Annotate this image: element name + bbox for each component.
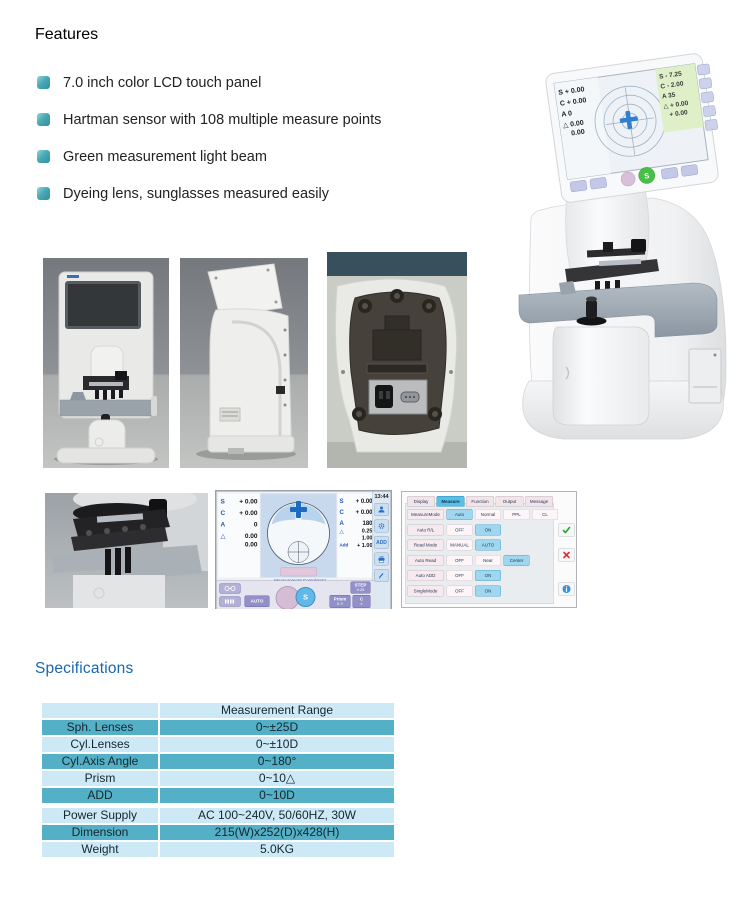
feature-text: Hartman sensor with 108 multiple measure points xyxy=(63,111,382,128)
feature-text: Green measurement light beam xyxy=(63,148,267,165)
feature-list xyxy=(37,64,381,212)
prism-button[interactable]: Prism X-Y xyxy=(330,595,351,608)
spec-header-measurement-range: Measurement Range xyxy=(160,703,394,718)
feature-item xyxy=(37,64,381,101)
option-off[interactable]: OFF xyxy=(447,555,473,566)
lcd-button-bar xyxy=(217,581,375,610)
photo-side-view xyxy=(180,258,308,468)
cancel-button[interactable] xyxy=(558,548,575,562)
setting-row-singlemode xyxy=(407,585,558,596)
setting-row-measuremode xyxy=(407,509,558,520)
lcd-target-area xyxy=(261,494,337,578)
feature-item xyxy=(37,101,381,138)
settings-button[interactable] xyxy=(374,520,389,533)
photo-front-view xyxy=(43,258,169,468)
mount-rail xyxy=(367,364,427,373)
progress-bar xyxy=(281,568,317,577)
svg-text:C + 0.00: C + 0.00 xyxy=(559,97,587,108)
menu-tab-bar xyxy=(407,496,553,507)
closeup-body-front xyxy=(73,575,165,608)
option-off[interactable]: OFF xyxy=(447,524,473,535)
print-button[interactable] xyxy=(374,553,389,566)
lcd-right-panel: S + 0.00 C + 0.00 A 180 △ 0.25 1.00 Add + 1.00 xyxy=(338,494,375,578)
front-lens-table xyxy=(60,400,152,416)
table-row: Cyl.Lenses 0~±10D xyxy=(42,737,394,752)
svg-text:C - 2.00: C - 2.00 xyxy=(660,80,684,91)
table-row: Weight 5.0KG xyxy=(42,842,394,857)
photo-lcd-screen xyxy=(215,490,392,609)
photo-lens-holder-closeup xyxy=(45,493,208,608)
setting-row-auto-add xyxy=(407,570,558,581)
closeup-prongs xyxy=(105,547,131,576)
setting-row-auto-read xyxy=(407,555,558,566)
side-connector xyxy=(276,386,285,394)
bullet-square-icon xyxy=(37,113,50,126)
setting-label[interactable]: SingleMode xyxy=(407,585,444,596)
tab-measure[interactable]: Measure xyxy=(437,496,465,507)
spec-header-empty-cell xyxy=(42,703,158,718)
spec-header-row xyxy=(42,703,394,718)
user-icon xyxy=(378,506,386,514)
setting-label[interactable]: Auto Read xyxy=(407,555,444,566)
features-heading: Features xyxy=(35,26,99,43)
feature-text: Dyeing lens, sunglasses measured easily xyxy=(63,185,329,202)
table-row: Prism 0~10△ xyxy=(42,771,394,786)
option-on[interactable]: ON xyxy=(475,585,501,596)
setting-label[interactable]: Auto R/L xyxy=(407,524,444,535)
info-icon xyxy=(562,585,571,594)
lcd-clock: 13:44 xyxy=(374,493,389,500)
pen-icon xyxy=(378,572,386,580)
svg-text:S + 0.00: S + 0.00 xyxy=(557,86,585,97)
auto-button[interactable]: AUTO xyxy=(245,596,270,608)
lcd-side-column xyxy=(372,492,391,610)
svg-text:S - 7.25: S - 7.25 xyxy=(658,70,683,81)
bullet-square-icon xyxy=(37,150,50,163)
setting-label[interactable]: Read Mode xyxy=(407,540,444,551)
feature-item xyxy=(37,138,381,175)
s-mode-button[interactable]: S xyxy=(296,587,316,607)
glasses-icon xyxy=(224,586,237,592)
printer-door xyxy=(689,349,721,403)
option-off[interactable]: OFF xyxy=(447,570,473,581)
side-base xyxy=(208,436,294,452)
tab-display[interactable]: Display xyxy=(407,496,435,507)
table-row: Sph. Lenses 0~±25D xyxy=(42,720,394,735)
tab-output[interactable]: Output xyxy=(496,496,524,507)
option-center[interactable]: Center xyxy=(504,555,530,566)
tab-function[interactable]: Function xyxy=(466,496,494,507)
bars-icon xyxy=(225,599,236,604)
option-auto[interactable]: AUTO xyxy=(475,540,501,551)
printer-icon xyxy=(378,555,386,563)
add-button[interactable]: ADD xyxy=(374,536,389,549)
cylinder-sign-button[interactable]: C ± xyxy=(353,595,371,608)
setting-row-read-mode xyxy=(407,540,558,551)
menu-side-buttons xyxy=(556,492,577,607)
menu-screen-mockup xyxy=(401,491,577,608)
option-auto[interactable]: Auto xyxy=(447,509,473,520)
bullet-square-icon xyxy=(37,187,50,200)
cross-icon xyxy=(563,551,571,559)
side-display-back xyxy=(208,264,282,316)
check-icon xyxy=(562,526,571,534)
option-off[interactable]: OFF xyxy=(447,585,473,596)
step-button[interactable]: STEP 0.25 xyxy=(351,582,371,594)
option-cl[interactable]: CL xyxy=(532,509,558,520)
svg-text:+ 0.00: + 0.00 xyxy=(669,109,689,119)
tab-message[interactable]: Message xyxy=(525,496,553,507)
feature-item xyxy=(37,175,381,212)
gear-icon xyxy=(378,522,386,530)
brand-logo-mark xyxy=(67,275,79,278)
connector-plate xyxy=(369,380,427,414)
edit-button[interactable] xyxy=(374,569,389,582)
option-near[interactable]: Near xyxy=(475,555,501,566)
menu-settings-rows xyxy=(407,509,558,601)
svg-text:A 0: A 0 xyxy=(561,110,573,119)
info-button[interactable] xyxy=(558,582,575,596)
photo-bottom-view xyxy=(327,252,467,468)
table-lever xyxy=(559,281,576,295)
lens-count-button[interactable] xyxy=(220,597,241,607)
svg-text:△ + 0.00: △ + 0.00 xyxy=(662,99,689,111)
table-row: ADD 0~10D xyxy=(42,788,394,803)
svg-text:S: S xyxy=(643,171,650,181)
photo-menu-screen xyxy=(401,491,577,608)
specifications-heading: Specifications xyxy=(35,660,134,677)
svg-text:A 35: A 35 xyxy=(661,91,676,101)
option-on[interactable]: ON xyxy=(475,524,501,535)
bullet-square-icon xyxy=(37,76,50,89)
spec-table xyxy=(42,703,394,859)
option-normal[interactable]: Normal xyxy=(475,509,501,520)
front-base xyxy=(57,448,155,463)
option-manual[interactable]: MANUAL xyxy=(447,540,473,551)
lcd-left-panel: S + 0.00 C + 0.00 A 0 △ 0.00 0.00 xyxy=(219,494,260,578)
option-ppl[interactable]: PPL xyxy=(504,509,530,520)
svg-text:0.00: 0.00 xyxy=(570,128,586,138)
hero-display-head xyxy=(545,52,725,204)
setting-row-auto-rl xyxy=(407,524,558,535)
lcd-screen-mockup xyxy=(215,490,392,609)
feature-text: 7.0 inch color LCD touch panel xyxy=(63,74,262,91)
setting-label[interactable]: MeasureMode xyxy=(407,509,444,520)
confirm-button[interactable] xyxy=(558,523,575,537)
table-row: Power Supply AC 100~240V, 50/60HZ, 30W xyxy=(42,808,394,823)
user-button[interactable] xyxy=(374,503,389,516)
front-screen xyxy=(68,284,138,326)
setting-label[interactable]: Auto ADD xyxy=(407,570,444,581)
svg-text:△ 0.00: △ 0.00 xyxy=(562,119,585,130)
product-hero-image xyxy=(503,33,740,445)
table-row: Dimension 215(W)x252(D)x428(H) xyxy=(42,825,394,840)
option-on[interactable]: ON xyxy=(475,570,501,581)
power-socket xyxy=(375,385,393,408)
side-label-sticker xyxy=(220,408,240,421)
table-row: Cyl.Axis Angle 0~180° xyxy=(42,754,394,769)
glasses-mode-button[interactable] xyxy=(220,584,241,594)
